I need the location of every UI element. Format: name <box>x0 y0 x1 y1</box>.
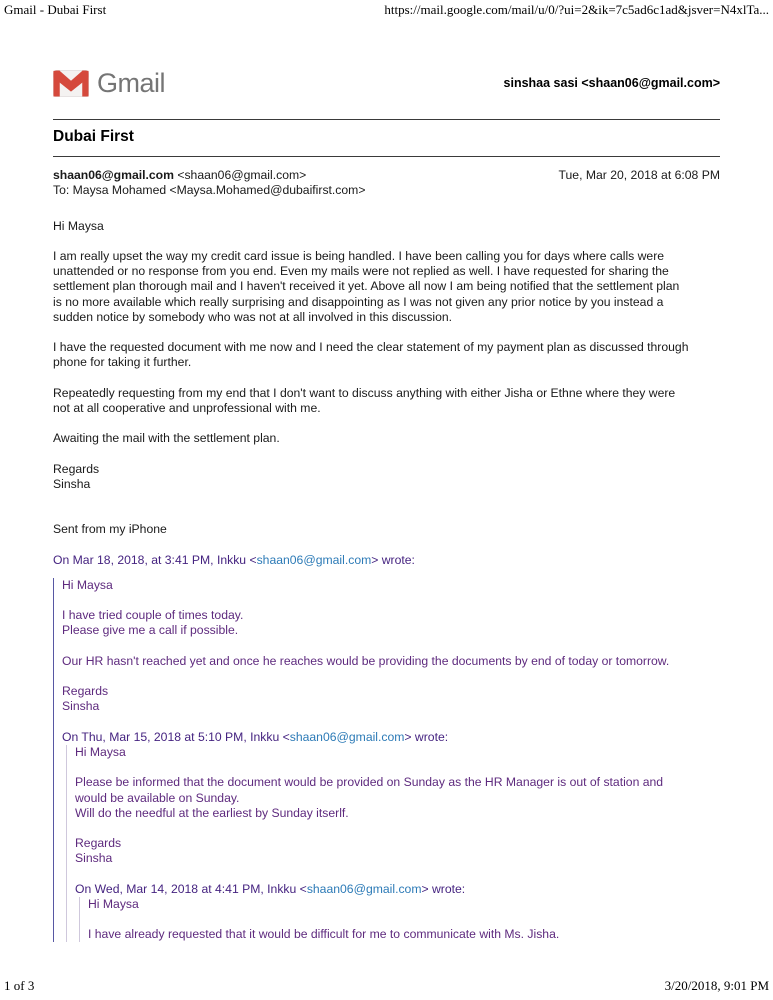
blank-line <box>53 492 720 507</box>
gmail-logo-text: Gmail <box>97 67 166 98</box>
from-field <box>53 168 306 184</box>
print-header-url: https://mail.google.com/mail/u/0/?ui=2&ik=7c5ad6c1ad&jsver=N4xlTa... <box>384 2 769 17</box>
body-line: Sinsha <box>53 476 91 491</box>
divider-subject <box>53 156 720 157</box>
page-number: 1 of 3 <box>4 978 35 993</box>
body-line: Awaiting the mail with the settlement plan. <box>53 431 280 446</box>
body-line: Will do the needful at the earliest by Sunday itserlf. <box>75 805 349 820</box>
blank-line <box>62 669 720 684</box>
attribution-text: > wrote: <box>371 552 415 567</box>
blank-line <box>62 593 720 608</box>
attribution-text: On Wed, Mar 14, 2018 at 4:41 PM, Inkku < <box>75 881 307 896</box>
attribution-text: > wrote: <box>421 881 466 896</box>
quoted-message-level-3 <box>79 897 720 943</box>
body-line: Hi Maysa <box>53 218 104 233</box>
body-line: Repeatedly requesting from my end that I don't want to discuss anything with either Jisha or Ethne where they were <box>53 385 676 400</box>
body-line: Hi Maysa <box>75 744 126 759</box>
body-line: Please be informed that the document would be provided on Sunday as the HR Manager is out of station and <box>75 775 664 790</box>
attribution-text: > wrote: <box>404 729 449 744</box>
sender-address: <shaan06@gmail.com> <box>173 167 307 182</box>
body-line: I have tried couple of times today. <box>62 608 244 623</box>
print-timestamp: 3/20/2018, 9:01 PM <box>664 978 769 993</box>
quote-attribution-line <box>75 882 720 897</box>
attribution-text: On Thu, Mar 15, 2018 at 5:10 PM, Inkku < <box>62 729 290 744</box>
email-body <box>53 219 720 943</box>
body-line: unattended or no response from you end. Even my mails were not replied as well. I have requested for sharing the <box>53 264 669 279</box>
from-date-row <box>53 168 720 184</box>
attribution-text: On Mar 18, 2018, at 3:41 PM, Inkku < <box>53 552 257 567</box>
quoted-message-level-1 <box>53 578 720 943</box>
body-line: I have already requested that it would be difficult for me to communicate with Ms. Jisha. <box>88 927 560 942</box>
body-line: Hi Maysa <box>88 896 139 911</box>
email-address-link[interactable]: shaan06@gmail.com <box>256 552 372 567</box>
divider-top <box>53 119 720 120</box>
body-line: Sinsha <box>62 699 100 714</box>
body-line: Our HR hasn't reached yet and once he reaches would be providing the documents by end of today or tomorrow. <box>62 653 670 668</box>
blank-line <box>53 446 720 461</box>
body-line: I have the requested document with me now and I need the clear statement of my payment plan as discussed through <box>53 340 689 355</box>
blank-line <box>75 821 720 836</box>
gmail-envelope-icon <box>53 70 89 97</box>
gmail-logo <box>53 67 166 98</box>
browser-print-footer <box>0 978 773 994</box>
body-line: sudden notice by somebody who was not at all involved in this discussion. <box>53 309 453 324</box>
body-line: Sinsha <box>75 851 113 866</box>
email-address-link[interactable]: shaan06@gmail.com <box>289 729 405 744</box>
quoted-message-level-2 <box>66 745 720 942</box>
blank-line <box>53 538 720 553</box>
sender-name: shaan06@gmail.com <box>53 167 174 182</box>
body-line: Hi Maysa <box>62 577 113 592</box>
blank-line <box>53 234 720 249</box>
gmail-masthead <box>53 62 720 104</box>
blank-line <box>53 370 720 385</box>
account-owner: sinshaa sasi <shaan06@gmail.com> <box>503 76 720 90</box>
blank-line <box>75 760 720 775</box>
body-line: Sent from my iPhone <box>53 522 167 537</box>
email-address-link[interactable]: shaan06@gmail.com <box>306 881 422 896</box>
body-line: I am really upset the way my credit card issue is being handled. I have been calling you for days where calls were <box>53 248 665 263</box>
blank-line <box>62 639 720 654</box>
blank-line <box>53 416 720 431</box>
quote-attribution-line <box>62 730 720 745</box>
message-meta <box>53 168 720 199</box>
body-line: would be available on Sunday. <box>75 790 240 805</box>
body-line: Regards <box>62 684 109 699</box>
print-header-title: Gmail - Dubai First <box>4 2 107 17</box>
blank-line <box>75 866 720 881</box>
browser-print-header <box>0 2 773 18</box>
body-line: not at all cooperative and unprofessional with me. <box>53 400 321 415</box>
email-subject: Dubai First <box>53 128 134 145</box>
blank-line <box>62 715 720 730</box>
to-field: To: Maysa Mohamed <Maysa.Mohamed@dubaifirst.com> <box>53 183 366 198</box>
message-date: Tue, Mar 20, 2018 at 6:08 PM <box>558 167 720 182</box>
blank-line <box>53 507 720 522</box>
body-line: is no more available which really surprising and disappointing as I was not given any prior notice by you instead a <box>53 294 664 309</box>
blank-line <box>88 912 720 927</box>
body-line: settlement plan thorough mail and I haven't received it yet. Above all now I am being notified that the settlement plan <box>53 279 680 294</box>
body-line: phone for taking it further. <box>53 355 192 370</box>
body-line: Regards <box>53 461 100 476</box>
body-line: Please give me a call if possible. <box>62 623 239 638</box>
body-line: Regards <box>75 836 122 851</box>
quote-attribution-line <box>53 553 720 568</box>
email-content <box>53 60 720 942</box>
blank-line <box>53 325 720 340</box>
